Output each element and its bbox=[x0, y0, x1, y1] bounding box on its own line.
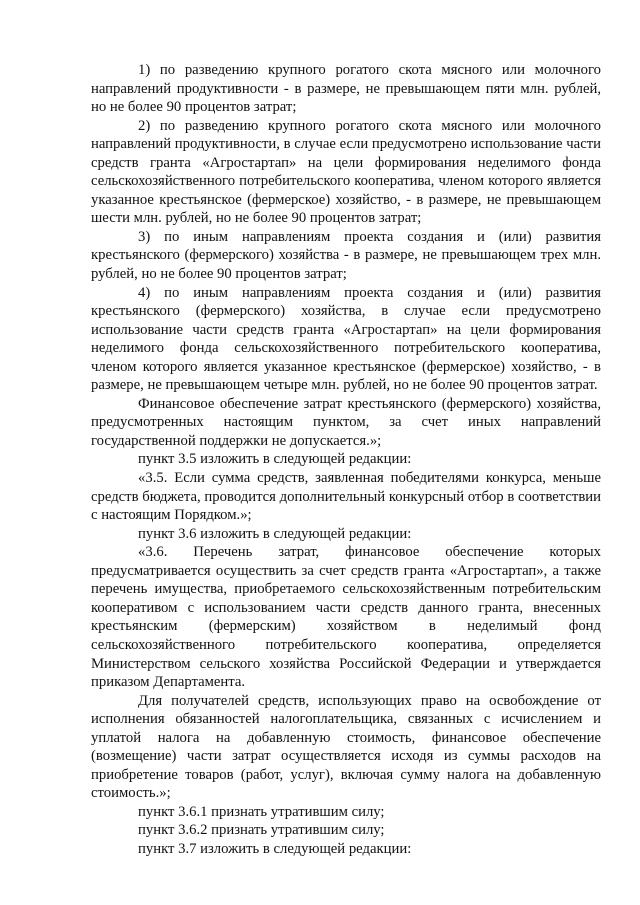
paragraph-clause-3-5-text: «3.5. Если сумма средств, заявленная победителями конкурса, меньше средств бюджета, проводится дополнительный конкурсный отбор в соответствии с настоящим Порядком.»; bbox=[91, 470, 601, 524]
paragraph-financing: Финансовое обеспечение затрат крестьянского (фермерского) хозяйства, предусмотренных настоящим пунктом, за счет иных направлений государственной поддержки не допускается.»; bbox=[91, 395, 601, 449]
paragraph-clause-3-7-intro: пункт 3.7 изложить в следующей редакции: bbox=[138, 840, 412, 857]
paragraph-item-2: 2) по разведению крупного рогатого скота мясного или молочного направлений продуктивности, в случае если предусмотрено использование части средств гранта «Агростартап» на цели формирования неделимого фонда сельскохозяйственного потребительского кооператива, членом которого является указанное крестьянское (фермерское) хозяйство, - в размере, не превышающем шести млн. рублей, но не более 90 процентов затрат; bbox=[91, 117, 601, 227]
paragraph-clause-3-6-intro: пункт 3.6 изложить в следующей редакции: bbox=[138, 525, 412, 542]
paragraph-item-3: 3) по иным направлениям проекта создания и (или) развития крестьянского (фермерского) хозяйства - в размере, не превышающем трех млн. рублей, но не более 90 процентов затрат; bbox=[91, 228, 601, 283]
paragraph-clause-3-6-text: «3.6. Перечень затрат, финансовое обеспечение которых предусматривается осуществить за счет средств гранта «Агростартап», а также перечень имущества, приобретаемого сельскохозяйственным потребительским кооперативом с использованием части средств данного гранта, внесенных крестьянским (фермерским) хозяйством в неделимый фонд сельскохозяйственного потребительского кооператива, определяется Министерством сельского хозяйства Российской Федерации и утверждается приказом Департамента. bbox=[91, 544, 601, 691]
paragraph-clause-3-5-intro: пункт 3.5 изложить в следующей редакции: bbox=[138, 451, 412, 468]
paragraph-vat: Для получателей средств, использующих право на освобождение от исполнения обязанностей налогоплательщика, связанных с исчислением и уплатой налога на добавленную стоимость, финансовое обеспечение (возмещение) части затрат осуществляется исходя из суммы расходов на приобретение товаров (работ, услуг), включая сумму налога на добавленную стоимость.»; bbox=[91, 692, 601, 802]
paragraph-clause-3-6-2: пункт 3.6.2 признать утратившим силу; bbox=[138, 822, 385, 839]
paragraph-clause-3-6-1: пункт 3.6.1 признать утратившим силу; bbox=[138, 803, 385, 820]
paragraph-item-1: 1) по разведению крупного рогатого скота мясного или молочного направлений продуктивности - в размере, не превышающем пяти млн. рублей, но не более 90 процентов затрат; bbox=[91, 62, 601, 116]
paragraph-item-4: 4) по иным направлениям проекта создания и (или) развития крестьянского (фермерского) хозяйства, в случае если предусмотрено использование части средств гранта «Агростартап» на цели формирования неделимого фонда сельскохозяйственного потребительского кооператива, членом которого является указанное крестьянское (фермерское) хозяйство, - в размере, не превышающем четыре млн. рублей, но не более 90 процентов затрат. bbox=[91, 284, 601, 394]
document-body bbox=[91, 61, 601, 859]
